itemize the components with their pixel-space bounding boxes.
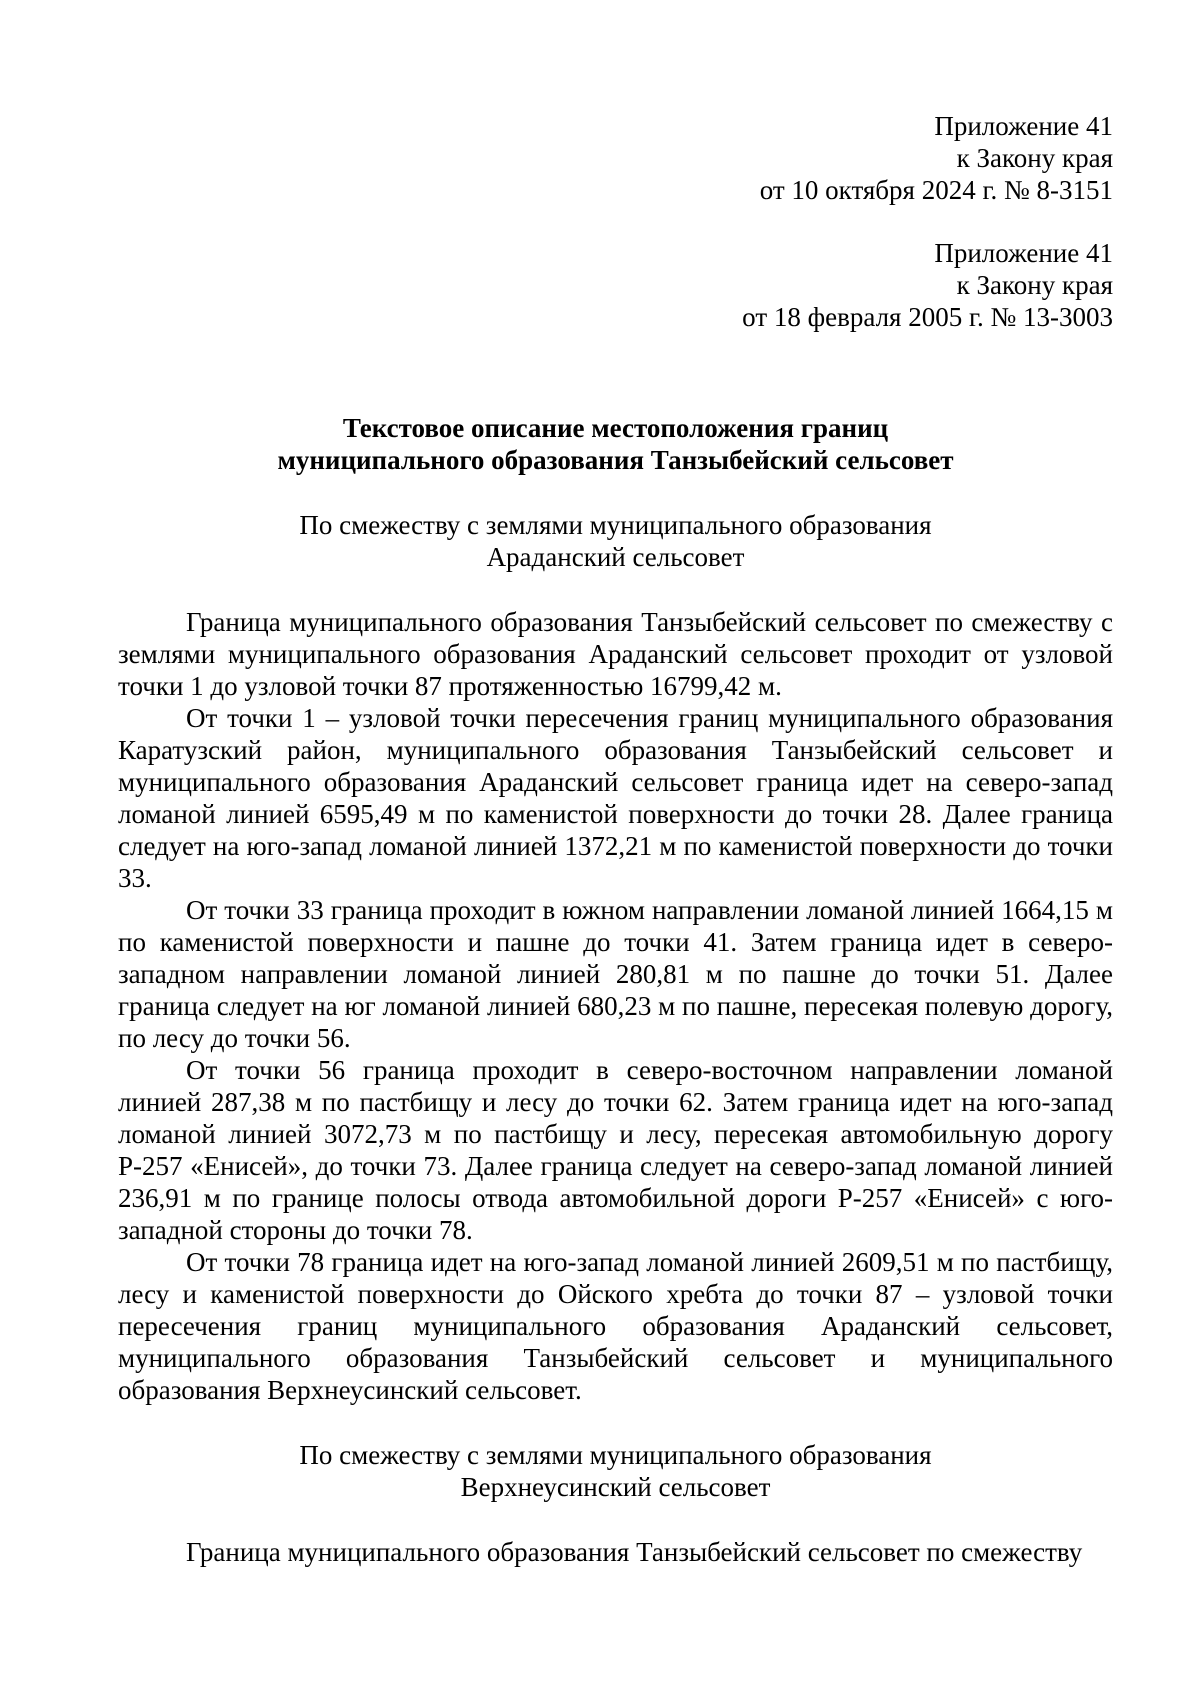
section-aradansky bbox=[118, 509, 1113, 1406]
body-paragraph: От точки 56 граница проходит в северо-восточном направлении ломаной линией 287,38 м по пастбищу и лесу до точки 62. Затем граница идет на юго-запад ломаной линией 3072,73 м по пастбищу и лесу, пересекая автомобильную дорогу Р-257 «Енисей», до точки 73. Далее граница следует на северо-запад ломаной линией 236,91 м по границе полосы отвода автомобильной дороги Р-257 «Енисей» с юго-западной стороны до точки 78. bbox=[118, 1055, 1113, 1245]
annex-stamp-current bbox=[118, 110, 1113, 206]
annex-number: Приложение 41 bbox=[934, 111, 1113, 141]
body-paragraph: От точки 33 граница проходит в южном направлении ломаной линией 1664,15 м по каменистой поверхности и пашне до точки 41. Затем граница идет в северо-западном направлении ломаной линией 280,81 м по пашне до точки 51. Далее граница следует на юг ломаной линией 680,23 м по пашне, пересекая полевую дорогу, по лесу до точки 56. bbox=[118, 895, 1113, 1053]
annex-stamp-original bbox=[118, 237, 1113, 333]
section-heading-line: Араданский сельсовет bbox=[486, 542, 745, 572]
document-title-line: Текстовое описание местоположения границ bbox=[342, 413, 889, 443]
body-paragraph: Граница муниципального образования Танзыбейский сельсовет по смежеству с землями муниципального образования Араданский сельсовет проходит от узловой точки 1 до узловой точки 87 протяженностью 16799,42 м. bbox=[118, 607, 1113, 701]
section-verkhneusinsky bbox=[118, 1439, 1113, 1568]
document-title bbox=[118, 412, 1113, 476]
section-heading-line: По смежеству с землями муниципального образования bbox=[299, 510, 932, 540]
annex-law-reference: к Закону края bbox=[956, 270, 1113, 300]
annex-number: Приложение 41 bbox=[934, 238, 1113, 268]
body-paragraph: От точки 78 граница идет на юго-запад ломаной линией 2609,51 м по пастбищу, лесу и каменистой поверхности до Ойского хребта до точки 87 – узловой точки пересечения границ муниципального образования Араданский сельсовет, муниципального образования Танзыбейский сельсовет и муниципального образования Верхнеусинский сельсовет. bbox=[118, 1247, 1113, 1405]
annex-law-reference: к Закону края bbox=[956, 143, 1113, 173]
annex-law-date: от 10 октября 2024 г. № 8-3151 bbox=[759, 175, 1113, 205]
annex-law-date: от 18 февраля 2005 г. № 13-3003 bbox=[742, 302, 1113, 332]
section-heading bbox=[118, 1439, 1113, 1503]
section-heading bbox=[118, 509, 1113, 573]
document-title-line: муниципального образования Танзыбейский сельсовет bbox=[277, 445, 954, 475]
section-heading-line: Верхнеусинский сельсовет bbox=[460, 1472, 771, 1502]
body-paragraph: От точки 1 – узловой точки пересечения границ муниципального образования Каратузский район, муниципального образования Танзыбейский сельсовет и муниципального образования Араданский сельсовет граница идет на северо-запад ломаной линией 6595,49 м по каменистой поверхности до точки 28. Далее граница следует на юго-запад ломаной линией 1372,21 м по каменистой поверхности до точки 33. bbox=[118, 703, 1113, 893]
body-paragraph: Граница муниципального образования Танзыбейский сельсовет по смежеству bbox=[186, 1537, 1083, 1567]
section-heading-line: По смежеству с землями муниципального образования bbox=[299, 1440, 932, 1470]
